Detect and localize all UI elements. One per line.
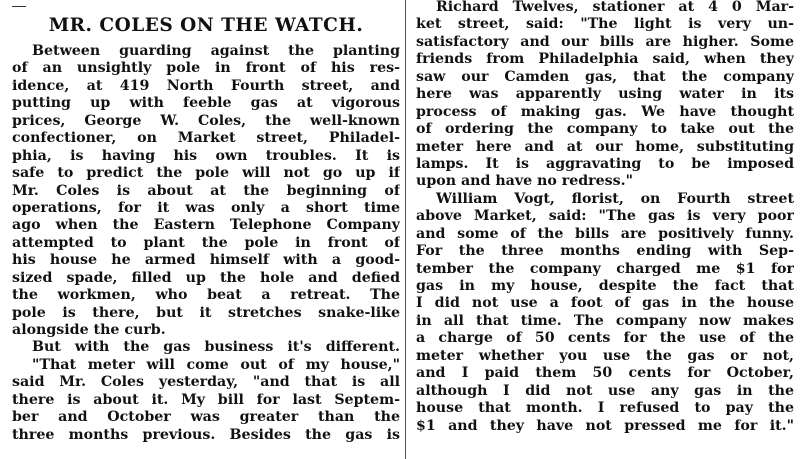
text-line: process of making gas. We have thought — [416, 103, 794, 120]
text-line: Richard Twelves, stationer at 4 0 Mar- — [436, 0, 794, 15]
article-headline: MR. COLES ON THE WATCH. — [48, 15, 364, 36]
text-line: meter here and at our home, substituting — [416, 138, 794, 155]
text-line: $1 and they have not pressed me for it." — [416, 417, 794, 434]
text-line: operations, for it was only a short time — [12, 199, 400, 216]
text-line: ket street, said: "The light is very un- — [416, 16, 794, 33]
left-column-text — [12, 43, 400, 444]
text-line: confectioner, on Market street, Philadel- — [12, 130, 400, 147]
text-line: of ordering the company to take out the — [416, 121, 794, 138]
text-line: and I paid them 50 cents for October, — [416, 365, 794, 382]
text-line: satisfactory and our bills are higher. Some — [416, 33, 794, 50]
text-line: phia, is having his own troubles. It is — [12, 147, 400, 164]
text-line: For the three months ending with Sep- — [416, 243, 794, 260]
text-line: there is about it. My bill for last Septem- — [12, 391, 400, 408]
text-line: meter whether you use the gas or not, — [416, 347, 794, 364]
text-line: sized spade, filled up the hole and defied — [12, 269, 400, 286]
text-line: here was apparently using water in its — [416, 86, 794, 103]
text-line: I did not use a foot of gas in the house — [416, 295, 794, 312]
text-line: idence, at 419 North Fourth street, and — [12, 77, 400, 94]
text-line: ago when the Eastern Telephone Company — [12, 217, 400, 234]
text-line: "That meter will come out of my house," — [32, 356, 400, 373]
text-line: pole is there, but it stretches snake-like — [12, 304, 400, 321]
text-line: upon and have no redress." — [416, 173, 633, 190]
text-line: the workmen, who beat a retreat. The — [12, 287, 400, 304]
text-line: friends from Philadelphia said, when they — [416, 51, 794, 68]
right-column-text — [416, 0, 794, 435]
text-line: and some of the bills are positively funny. — [416, 225, 794, 242]
text-line: prices, George W. Coles, the well-known — [12, 112, 400, 129]
text-line: said Mr. Coles yesterday, "and that is all — [12, 374, 400, 391]
text-line: house that month. I refused to pay the — [416, 400, 794, 417]
column-divider — [405, 0, 406, 459]
text-line: safe to predict the pole will not go up if — [12, 165, 400, 182]
text-line: a charge of 50 cents for the use of the — [416, 330, 794, 347]
text-line: Mr. Coles is about at the beginning of — [12, 182, 400, 199]
text-line: in all that time. The company now makes — [416, 312, 794, 329]
text-line: saw our Camden gas, that the company — [416, 68, 794, 85]
text-line: alongside the curb. — [12, 322, 166, 338]
text-line: attempted to plant the pole in front of — [12, 234, 400, 251]
text-line: Between guarding against the planting — [32, 43, 400, 59]
text-line: But with the gas business it's different. — [32, 339, 400, 356]
text-line: William Vogt, florist, on Fourth street — [436, 190, 794, 207]
text-line: his house he armed himself with a good- — [12, 252, 400, 269]
text-line: lamps. It is aggravating to be imposed — [416, 155, 794, 172]
text-line: ber and October was greater than the — [12, 409, 400, 426]
text-line: above Market, said: "The gas is very poor — [416, 208, 794, 225]
text-line: tember the company charged me $1 for — [416, 260, 794, 277]
text-line: gas in my house, despite the fact that — [416, 278, 794, 294]
text-line: of an unsightly pole in front of his res- — [12, 60, 400, 77]
text-line: although I did not use any gas in the — [416, 382, 794, 399]
text-line: three months previous. Besides the gas is — [12, 426, 400, 443]
column-top-rule — [12, 6, 26, 7]
text-line: putting up with feeble gas at vigorous — [12, 95, 400, 112]
